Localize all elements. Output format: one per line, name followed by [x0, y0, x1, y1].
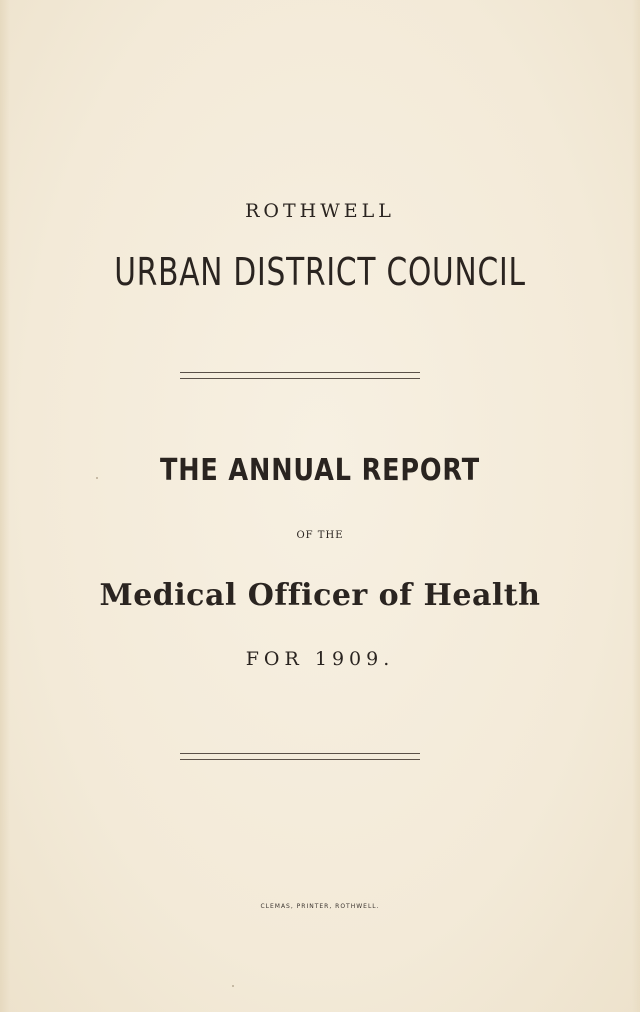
paper-speck [232, 985, 234, 987]
report-title: THE ANNUAL REPORT [160, 453, 480, 488]
double-rule-bottom [180, 753, 420, 760]
district-name: ROTHWELL [245, 200, 395, 222]
connector-text: OF THE [296, 530, 344, 541]
officer-title: Medical Officer of Health [99, 578, 541, 613]
printer-imprint: CLEMAS, PRINTER, ROTHWELL. [260, 903, 380, 910]
page-edge-right [632, 0, 640, 1012]
page-edge-left [0, 0, 10, 1012]
report-year: FOR 1909. [245, 648, 395, 670]
paper-speck [96, 477, 98, 479]
double-rule-top [180, 372, 420, 379]
council-name: URBAN DISTRICT COUNCIL [114, 250, 526, 294]
